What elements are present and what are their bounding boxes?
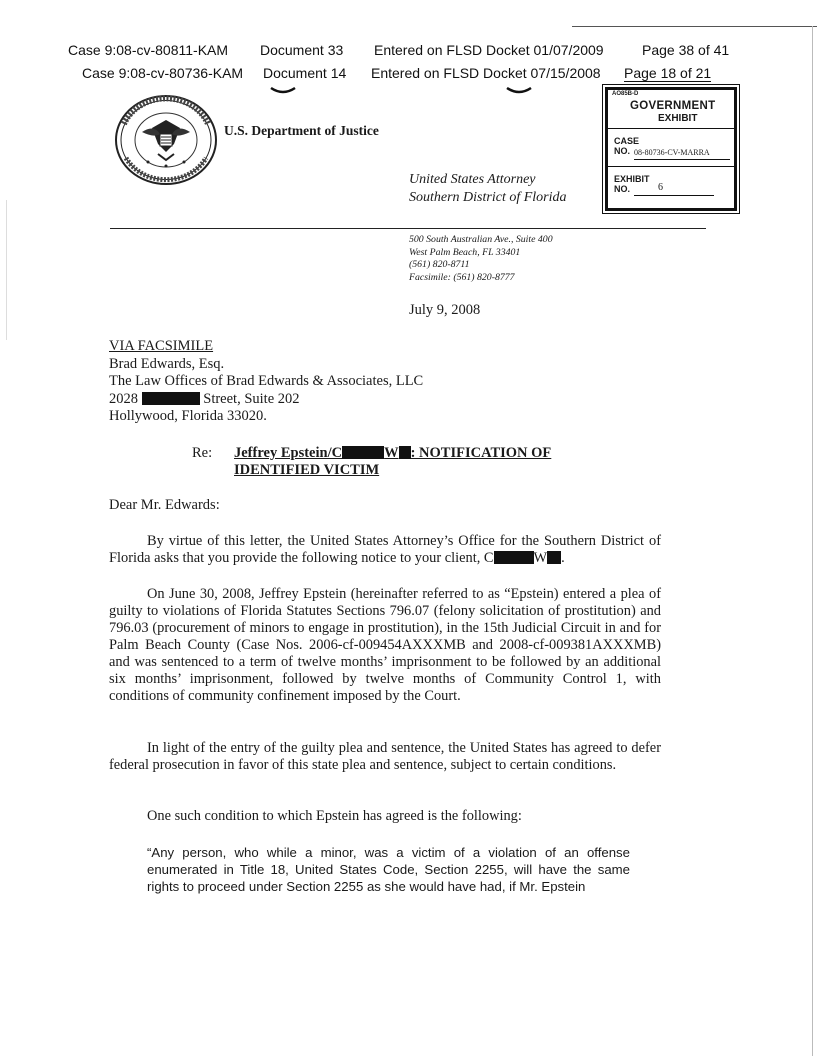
stamp-case-number: 08-80736-CV-MARRA [634,148,710,157]
scan-mark-2 [506,86,532,96]
header-page-1: Page 38 of 41 [642,42,730,58]
header-document-2: Document 14 [263,65,347,81]
stamp-title-2: EXHIBIT [658,113,698,124]
scan-mark-1 [270,86,296,96]
salutation: Dear Mr. Edwards: [109,497,220,513]
stamp-exhibit-underline [634,195,714,196]
header-line-1 [68,42,808,60]
re-label: Re: [192,445,213,461]
office-name: United States Attorney [409,172,536,187]
recipient-name: Brad Edwards, Esq. [109,355,225,372]
letter-date: July 9, 2008 [409,302,481,318]
redaction-bar [494,551,534,564]
header-page-2: Page 18 of 21 [624,65,712,81]
redaction-bar [399,446,411,459]
delivery-method: VIA FACSIMILE [109,338,214,354]
header-entered-1: Entered on FLSD Docket 01/07/2009 [374,42,604,58]
paragraph-4: One such condition to which Epstein has agreed is the following: [147,808,522,824]
header-document-1: Document 33 [260,42,344,58]
street-number: 2028 [109,390,138,407]
recipient-firm: The Law Offices of Brad Edwards & Associates, LLC [109,373,424,389]
address-block [409,234,553,284]
paragraph-3: In light of the entry of the guilty plea and sentence, the United States has agreed to defer federal prosecution in favor of this state plea and sentence, subject to certain conditions. [109,740,661,773]
agency-name: U.S. Department of Justice [224,123,379,138]
paragraph-1-text: By virtue of this letter, the United States Attorney’s Office for the Southern District of Florida asks that you provide the following notice to your client, C [109,533,661,566]
stamp-exhibit-label: EXHIBIT [614,174,650,184]
address-line-4: Facsimile: (561) 820-8777 [409,271,515,283]
address-line-3: (561) 820-8711 [409,259,470,270]
subject-line-1 [234,445,551,462]
paragraph-2: On June 30, 2008, Jeffrey Epstein (hereinafter referred to as “Epstein) entered a plea of guilty to violations of Florida Statutes Sections 796.07 (felony solicitation of prostitution) and 796.03 (procurement of minors to engage in prostitution), in the 15th Judicial Circuit in and for Palm Beach County (Case Nos. 2006-cf-009454AXXXMB and 2008-cf-009381AXXXMB) and was sentenced to a term of twelve months’ imprisonment to be followed by an additional six months’ imprisonment, followed by twelve months of Community Control 1, with conditions of community confinement imposed by the Court. [109,586,661,704]
redaction-bar [547,551,561,564]
scan-edge-line-right [812,26,813,1056]
paragraph-1-end: . [561,550,565,566]
stamp-no-label: NO. [614,146,631,156]
office-district: Southern District of Florida [409,190,567,205]
stamp-case-underline [634,159,730,160]
subject-line-2: IDENTIFIED VICTIM [234,462,380,478]
header-case-2: Case 9:08-cv-80736-KAM [82,65,244,81]
address-line-1: 500 South Australian Ave., Suite 400 [409,234,553,245]
quoted-condition: “Any person, who while a minor, was a victim of a violation of an offense enumerated in Title 18, United States Code, Section 2255, will have the same rights to proceed under Section 2255 as she would have had, if Mr. Epstein [147,845,630,894]
paragraph-1-mid: W [533,550,548,566]
subject-part-2: W [384,445,399,461]
government-exhibit-stamp [605,87,737,211]
doj-seal [114,94,218,186]
redaction-bar [342,446,384,459]
stamp-exhibit-no-label: NO. [614,184,631,194]
recipient-city: Hollywood, Florida 33020. [109,408,267,424]
redaction-bar [142,392,200,405]
header-case-1: Case 9:08-cv-80811-KAM [68,42,229,58]
stamp-divider-1 [608,128,734,129]
stamp-case-label: CASE [614,136,640,146]
recipient-street [109,391,423,409]
stamp-title-1: GOVERNMENT [630,100,716,112]
subject-part-1: Jeffrey Epstein/C [234,445,343,461]
header-entered-2: Entered on FLSD Docket 07/15/2008 [371,65,601,81]
recipient-block [109,338,423,426]
address-line-2: West Palm Beach, FL 33401 [409,246,521,258]
stamp-divider-2 [608,166,734,167]
letterhead-rule [110,228,706,229]
stamp-form-number: AO85B-D [612,91,639,97]
scan-edge-line-left [6,200,7,340]
scan-edge-line [572,26,817,27]
paragraph-1 [109,533,661,567]
street-rest: Street, Suite 202 [203,390,300,407]
stamp-exhibit-number: 6 [658,182,663,193]
header-line-2 [82,65,812,83]
subject-part-3: : NOTIFICATION OF [410,445,552,461]
